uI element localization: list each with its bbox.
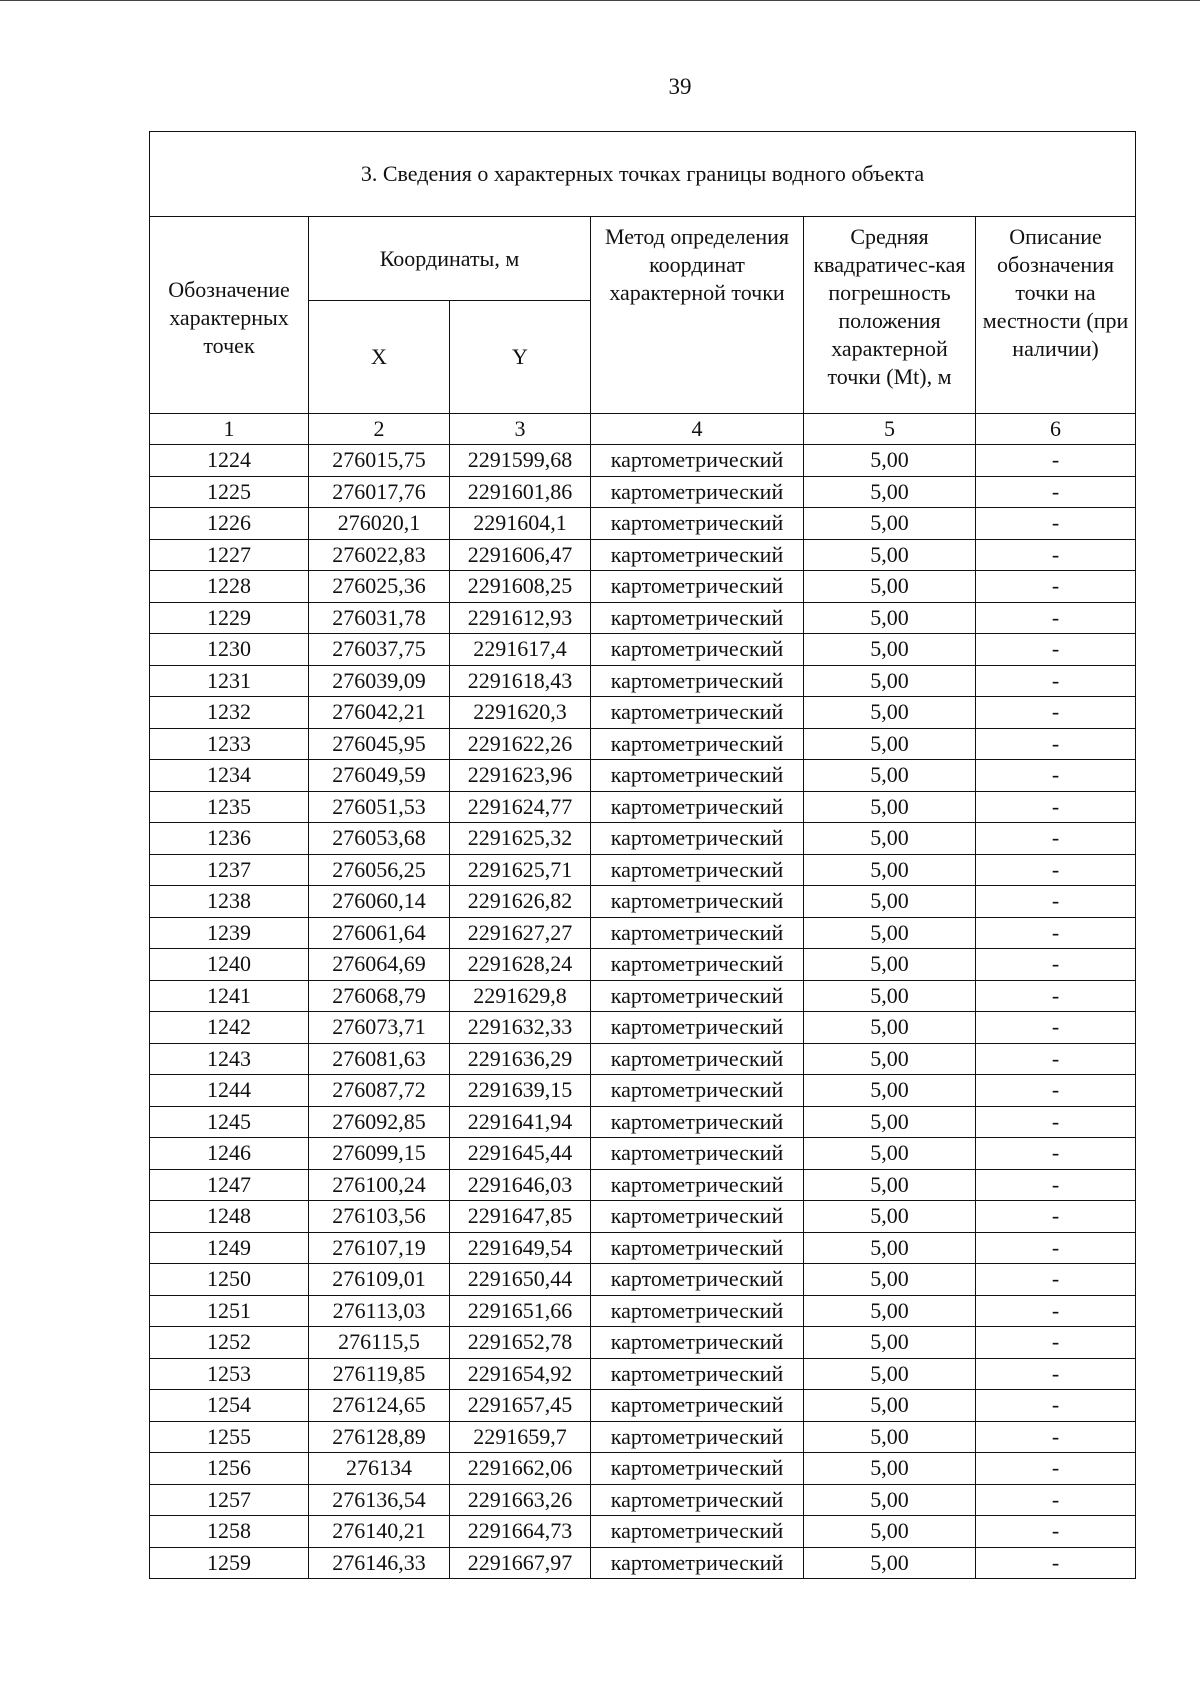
method-cell: картометрический (591, 445, 804, 477)
header-coordinates: Координаты, м (309, 217, 591, 301)
description-cell: - (976, 1295, 1136, 1327)
table-row (150, 1295, 1136, 1327)
method-cell: картометрический (591, 571, 804, 603)
accuracy-cell: 5,00 (804, 1075, 976, 1107)
x-coordinate-cell: 276042,21 (309, 697, 450, 729)
accuracy-cell: 5,00 (804, 476, 976, 508)
y-coordinate-cell: 2291667,97 (450, 1547, 591, 1579)
description-cell: - (976, 917, 1136, 949)
method-cell: картометрический (591, 1138, 804, 1170)
accuracy-cell: 5,00 (804, 1106, 976, 1138)
description-cell: - (976, 760, 1136, 792)
y-coordinate-cell: 2291624,77 (450, 791, 591, 823)
y-coordinate-cell: 2291620,3 (450, 697, 591, 729)
x-coordinate-cell: 276092,85 (309, 1106, 450, 1138)
x-coordinate-cell: 276020,1 (309, 508, 450, 540)
point-id-cell: 1249 (150, 1232, 309, 1264)
x-coordinate-cell: 276107,19 (309, 1232, 450, 1264)
point-id-cell: 1254 (150, 1390, 309, 1422)
method-cell: картометрический (591, 1075, 804, 1107)
accuracy-cell: 5,00 (804, 1295, 976, 1327)
method-cell: картометрический (591, 854, 804, 886)
table-row (150, 1043, 1136, 1075)
y-coordinate-cell: 2291657,45 (450, 1390, 591, 1422)
table-row (150, 665, 1136, 697)
x-coordinate-cell: 276103,56 (309, 1201, 450, 1233)
description-cell: - (976, 1169, 1136, 1201)
y-coordinate-cell: 2291663,26 (450, 1484, 591, 1516)
description-cell: - (976, 1453, 1136, 1485)
accuracy-cell: 5,00 (804, 1390, 976, 1422)
accuracy-cell: 5,00 (804, 665, 976, 697)
description-cell: - (976, 1043, 1136, 1075)
point-id-cell: 1235 (150, 791, 309, 823)
y-coordinate-cell: 2291626,82 (450, 886, 591, 918)
point-id-cell: 1251 (150, 1295, 309, 1327)
table-row (150, 1421, 1136, 1453)
method-cell: картометрический (591, 697, 804, 729)
x-coordinate-cell: 276081,63 (309, 1043, 450, 1075)
table-row (150, 634, 1136, 666)
x-coordinate-cell: 276061,64 (309, 917, 450, 949)
method-cell: картометрический (591, 539, 804, 571)
accuracy-cell: 5,00 (804, 1484, 976, 1516)
method-cell: картометрический (591, 949, 804, 981)
point-id-cell: 1231 (150, 665, 309, 697)
point-id-cell: 1248 (150, 1201, 309, 1233)
point-id-cell: 1243 (150, 1043, 309, 1075)
method-cell: картометрический (591, 1390, 804, 1422)
y-coordinate-cell: 2291608,25 (450, 571, 591, 603)
table-row (150, 1012, 1136, 1044)
description-cell: - (976, 1106, 1136, 1138)
table-row (150, 476, 1136, 508)
table-row (150, 980, 1136, 1012)
description-cell: - (976, 445, 1136, 477)
column-number: 4 (591, 414, 804, 445)
description-cell: - (976, 1012, 1136, 1044)
accuracy-cell: 5,00 (804, 1327, 976, 1359)
table-row (150, 917, 1136, 949)
x-coordinate-cell: 276064,69 (309, 949, 450, 981)
x-coordinate-cell: 276073,71 (309, 1012, 450, 1044)
description-cell: - (976, 539, 1136, 571)
y-coordinate-cell: 2291641,94 (450, 1106, 591, 1138)
description-cell: - (976, 634, 1136, 666)
description-cell: - (976, 886, 1136, 918)
point-id-cell: 1240 (150, 949, 309, 981)
x-coordinate-cell: 276068,79 (309, 980, 450, 1012)
x-coordinate-cell: 276045,95 (309, 728, 450, 760)
description-cell: - (976, 1075, 1136, 1107)
x-coordinate-cell: 276109,01 (309, 1264, 450, 1296)
header-accuracy: Средняя квадратичес-кая погрешность положения характерной точки (Mt), м (804, 217, 976, 414)
table-row (150, 1075, 1136, 1107)
y-coordinate-cell: 2291649,54 (450, 1232, 591, 1264)
description-cell: - (976, 571, 1136, 603)
description-cell: - (976, 1327, 1136, 1359)
y-coordinate-cell: 2291636,29 (450, 1043, 591, 1075)
point-id-cell: 1256 (150, 1453, 309, 1485)
table-row (150, 1516, 1136, 1548)
method-cell: картометрический (591, 1201, 804, 1233)
point-id-cell: 1250 (150, 1264, 309, 1296)
x-coordinate-cell: 276039,09 (309, 665, 450, 697)
table-row (150, 728, 1136, 760)
point-id-cell: 1245 (150, 1106, 309, 1138)
point-id-cell: 1244 (150, 1075, 309, 1107)
y-coordinate-cell: 2291659,7 (450, 1421, 591, 1453)
table-row (150, 1484, 1136, 1516)
x-coordinate-cell: 276128,89 (309, 1421, 450, 1453)
method-cell: картометрический (591, 1264, 804, 1296)
table-row (150, 1358, 1136, 1390)
y-coordinate-cell: 2291650,44 (450, 1264, 591, 1296)
y-coordinate-cell: 2291618,43 (450, 665, 591, 697)
accuracy-cell: 5,00 (804, 1043, 976, 1075)
method-cell: картометрический (591, 760, 804, 792)
column-number: 2 (309, 414, 450, 445)
y-coordinate-cell: 2291654,92 (450, 1358, 591, 1390)
y-coordinate-cell: 2291647,85 (450, 1201, 591, 1233)
x-coordinate-cell: 276124,65 (309, 1390, 450, 1422)
point-id-cell: 1238 (150, 886, 309, 918)
y-coordinate-cell: 2291625,71 (450, 854, 591, 886)
method-cell: картометрический (591, 1169, 804, 1201)
point-id-cell: 1234 (150, 760, 309, 792)
y-coordinate-cell: 2291601,86 (450, 476, 591, 508)
table-row (150, 697, 1136, 729)
table-row (150, 445, 1136, 477)
accuracy-cell: 5,00 (804, 917, 976, 949)
accuracy-cell: 5,00 (804, 1516, 976, 1548)
accuracy-cell: 5,00 (804, 1169, 976, 1201)
method-cell: картометрический (591, 1358, 804, 1390)
method-cell: картометрический (591, 602, 804, 634)
y-coordinate-cell: 2291617,4 (450, 634, 591, 666)
accuracy-cell: 5,00 (804, 728, 976, 760)
x-coordinate-cell: 276037,75 (309, 634, 450, 666)
description-cell: - (976, 1358, 1136, 1390)
x-coordinate-cell: 276017,76 (309, 476, 450, 508)
header-designation: Обозначение характерных точек (150, 217, 309, 414)
point-id-cell: 1247 (150, 1169, 309, 1201)
point-id-cell: 1233 (150, 728, 309, 760)
accuracy-cell: 5,00 (804, 791, 976, 823)
y-coordinate-cell: 2291664,73 (450, 1516, 591, 1548)
y-coordinate-cell: 2291651,66 (450, 1295, 591, 1327)
y-coordinate-cell: 2291623,96 (450, 760, 591, 792)
x-coordinate-cell: 276100,24 (309, 1169, 450, 1201)
method-cell: картометрический (591, 791, 804, 823)
description-cell: - (976, 476, 1136, 508)
y-coordinate-cell: 2291639,15 (450, 1075, 591, 1107)
accuracy-cell: 5,00 (804, 571, 976, 603)
table-body (150, 445, 1136, 1579)
accuracy-cell: 5,00 (804, 823, 976, 855)
point-id-cell: 1241 (150, 980, 309, 1012)
method-cell: картометрический (591, 1484, 804, 1516)
description-cell: - (976, 1201, 1136, 1233)
table-row (150, 1547, 1136, 1579)
description-cell: - (976, 1138, 1136, 1170)
point-id-cell: 1232 (150, 697, 309, 729)
accuracy-cell: 5,00 (804, 1138, 976, 1170)
method-cell: картометрический (591, 1295, 804, 1327)
point-id-cell: 1259 (150, 1547, 309, 1579)
table-row (150, 1106, 1136, 1138)
x-coordinate-cell: 276146,33 (309, 1547, 450, 1579)
accuracy-cell: 5,00 (804, 854, 976, 886)
accuracy-cell: 5,00 (804, 1421, 976, 1453)
x-coordinate-cell: 276119,85 (309, 1358, 450, 1390)
x-coordinate-cell: 276051,53 (309, 791, 450, 823)
accuracy-cell: 5,00 (804, 1358, 976, 1390)
description-cell: - (976, 1484, 1136, 1516)
y-coordinate-cell: 2291612,93 (450, 602, 591, 634)
description-cell: - (976, 823, 1136, 855)
table-row (150, 1390, 1136, 1422)
page-number: 39 (668, 74, 692, 99)
column-number-row (150, 414, 1136, 445)
x-coordinate-cell: 276134 (309, 1453, 450, 1485)
method-cell: картометрический (591, 1106, 804, 1138)
table-row (150, 1453, 1136, 1485)
y-coordinate-cell: 2291599,68 (450, 445, 591, 477)
y-coordinate-cell: 2291652,78 (450, 1327, 591, 1359)
table-row (150, 854, 1136, 886)
point-id-cell: 1230 (150, 634, 309, 666)
method-cell: картометрический (591, 634, 804, 666)
accuracy-cell: 5,00 (804, 602, 976, 634)
y-coordinate-cell: 2291629,8 (450, 980, 591, 1012)
description-cell: - (976, 728, 1136, 760)
accuracy-cell: 5,00 (804, 980, 976, 1012)
table-row (150, 760, 1136, 792)
description-cell: - (976, 949, 1136, 981)
y-coordinate-cell: 2291627,27 (450, 917, 591, 949)
x-coordinate-cell: 276025,36 (309, 571, 450, 603)
point-id-cell: 1237 (150, 854, 309, 886)
point-id-cell: 1252 (150, 1327, 309, 1359)
table-row (150, 886, 1136, 918)
point-id-cell: 1227 (150, 539, 309, 571)
description-cell: - (976, 854, 1136, 886)
point-id-cell: 1226 (150, 508, 309, 540)
table-row (150, 508, 1136, 540)
y-coordinate-cell: 2291645,44 (450, 1138, 591, 1170)
point-id-cell: 1225 (150, 476, 309, 508)
method-cell: картометрический (591, 1043, 804, 1075)
table-row (150, 571, 1136, 603)
point-id-cell: 1239 (150, 917, 309, 949)
point-id-cell: 1257 (150, 1484, 309, 1516)
accuracy-cell: 5,00 (804, 1453, 976, 1485)
point-id-cell: 1258 (150, 1516, 309, 1548)
header-x: X (309, 301, 450, 414)
x-coordinate-cell: 276049,59 (309, 760, 450, 792)
header-y: Y (450, 301, 591, 414)
accuracy-cell: 5,00 (804, 539, 976, 571)
description-cell: - (976, 1264, 1136, 1296)
accuracy-cell: 5,00 (804, 508, 976, 540)
table-row (150, 1264, 1136, 1296)
table-row (150, 1327, 1136, 1359)
table-row (150, 791, 1136, 823)
description-cell: - (976, 602, 1136, 634)
accuracy-cell: 5,00 (804, 1012, 976, 1044)
point-id-cell: 1253 (150, 1358, 309, 1390)
accuracy-cell: 5,00 (804, 1201, 976, 1233)
table-row (150, 823, 1136, 855)
column-number: 5 (804, 414, 976, 445)
table-row (150, 602, 1136, 634)
x-coordinate-cell: 276099,15 (309, 1138, 450, 1170)
accuracy-cell: 5,00 (804, 697, 976, 729)
method-cell: картометрический (591, 1516, 804, 1548)
method-cell: картометрический (591, 917, 804, 949)
method-cell: картометрический (591, 980, 804, 1012)
method-cell: картометрический (591, 1453, 804, 1485)
description-cell: - (976, 508, 1136, 540)
accuracy-cell: 5,00 (804, 1264, 976, 1296)
description-cell: - (976, 697, 1136, 729)
point-id-cell: 1224 (150, 445, 309, 477)
x-coordinate-cell: 276087,72 (309, 1075, 450, 1107)
description-cell: - (976, 980, 1136, 1012)
accuracy-cell: 5,00 (804, 1547, 976, 1579)
description-cell: - (976, 1232, 1136, 1264)
accuracy-cell: 5,00 (804, 1232, 976, 1264)
method-cell: картометрический (591, 1421, 804, 1453)
method-cell: картометрический (591, 665, 804, 697)
column-number: 6 (976, 414, 1136, 445)
table-row (150, 1232, 1136, 1264)
method-cell: картометрический (591, 1232, 804, 1264)
description-cell: - (976, 1390, 1136, 1422)
x-coordinate-cell: 276053,68 (309, 823, 450, 855)
method-cell: картометрический (591, 476, 804, 508)
table-row (150, 1169, 1136, 1201)
method-cell: картометрический (591, 1012, 804, 1044)
table-caption: 3. Сведения о характерных точках границы водного объекта (150, 132, 1136, 217)
method-cell: картометрический (591, 508, 804, 540)
point-id-cell: 1229 (150, 602, 309, 634)
y-coordinate-cell: 2291604,1 (450, 508, 591, 540)
description-cell: - (976, 791, 1136, 823)
accuracy-cell: 5,00 (804, 760, 976, 792)
y-coordinate-cell: 2291628,24 (450, 949, 591, 981)
method-cell: картометрический (591, 728, 804, 760)
x-coordinate-cell: 276031,78 (309, 602, 450, 634)
x-coordinate-cell: 276115,5 (309, 1327, 450, 1359)
method-cell: картометрический (591, 886, 804, 918)
point-id-cell: 1236 (150, 823, 309, 855)
y-coordinate-cell: 2291646,03 (450, 1169, 591, 1201)
y-coordinate-cell: 2291632,33 (450, 1012, 591, 1044)
table-row (150, 539, 1136, 571)
table-row (150, 1201, 1136, 1233)
y-coordinate-cell: 2291622,26 (450, 728, 591, 760)
x-coordinate-cell: 276060,14 (309, 886, 450, 918)
x-coordinate-cell: 276140,21 (309, 1516, 450, 1548)
table-row (150, 949, 1136, 981)
accuracy-cell: 5,00 (804, 949, 976, 981)
point-id-cell: 1246 (150, 1138, 309, 1170)
method-cell: картометрический (591, 1327, 804, 1359)
x-coordinate-cell: 276136,54 (309, 1484, 450, 1516)
accuracy-cell: 5,00 (804, 445, 976, 477)
x-coordinate-cell: 276056,25 (309, 854, 450, 886)
column-number: 1 (150, 414, 309, 445)
top-border-line (0, 0, 1200, 4)
x-coordinate-cell: 276022,83 (309, 539, 450, 571)
header-description: Описание обозначения точки на местности (при наличии) (976, 217, 1136, 414)
description-cell: - (976, 1516, 1136, 1548)
x-coordinate-cell: 276015,75 (309, 445, 450, 477)
table-row (150, 1138, 1136, 1170)
description-cell: - (976, 1421, 1136, 1453)
point-id-cell: 1242 (150, 1012, 309, 1044)
y-coordinate-cell: 2291606,47 (450, 539, 591, 571)
header-method: Метод определения координат характерной точки (591, 217, 804, 414)
y-coordinate-cell: 2291625,32 (450, 823, 591, 855)
method-cell: картометрический (591, 823, 804, 855)
description-cell: - (976, 665, 1136, 697)
method-cell: картометрический (591, 1547, 804, 1579)
accuracy-cell: 5,00 (804, 886, 976, 918)
description-cell: - (976, 1547, 1136, 1579)
x-coordinate-cell: 276113,03 (309, 1295, 450, 1327)
column-number: 3 (450, 414, 591, 445)
point-id-cell: 1255 (150, 1421, 309, 1453)
accuracy-cell: 5,00 (804, 634, 976, 666)
y-coordinate-cell: 2291662,06 (450, 1453, 591, 1485)
boundary-points-table (149, 131, 1136, 1579)
point-id-cell: 1228 (150, 571, 309, 603)
